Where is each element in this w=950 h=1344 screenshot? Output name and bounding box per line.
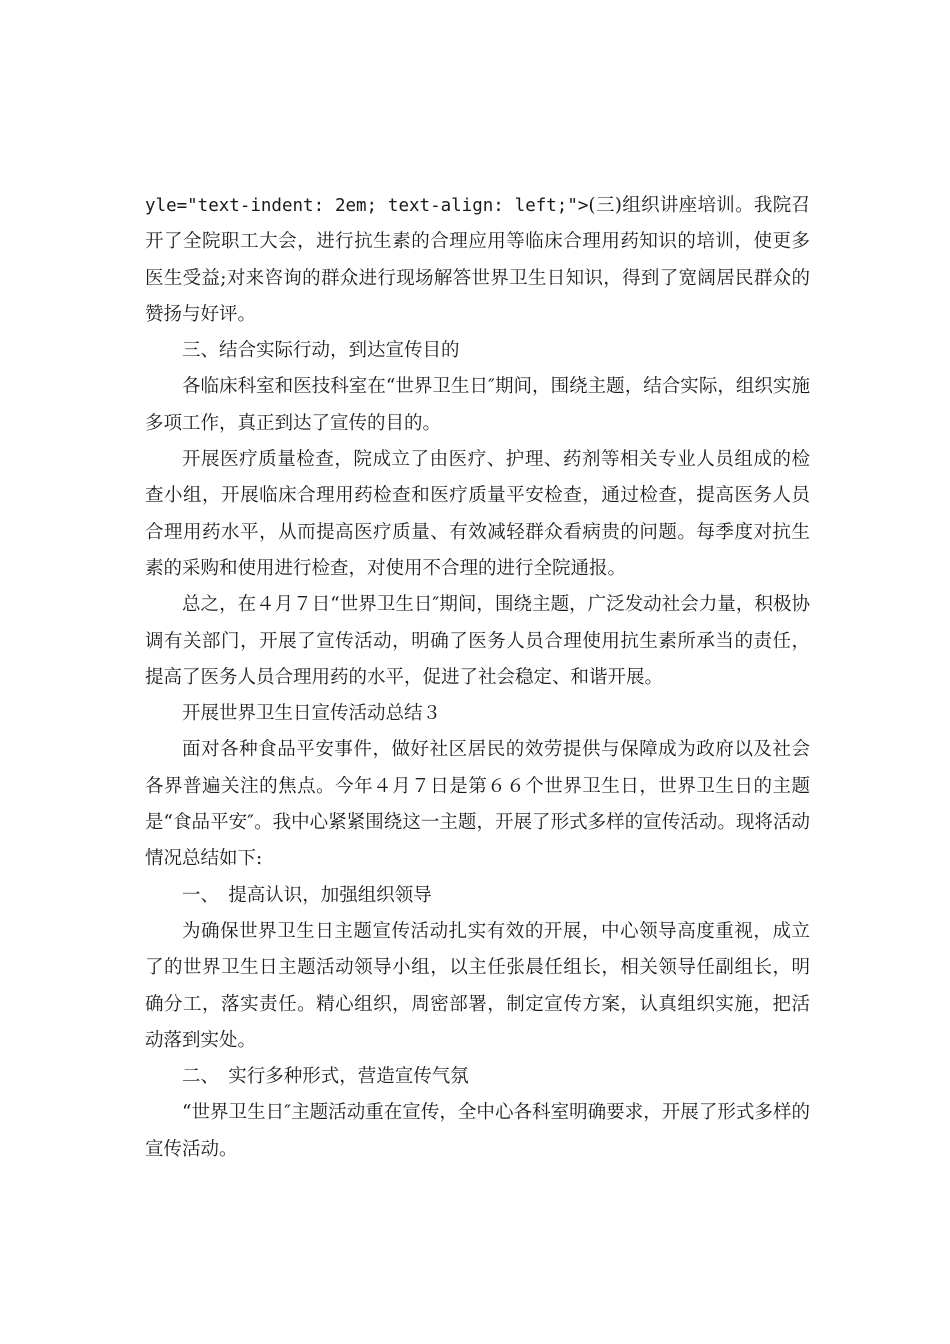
paragraph-conclusion: 总之，在４月７日“世界卫生日″期间，围绕主题，广泛发动社会力量，积极协调有关部门，开展了宣传活动，明确了医务人员合理使用抗生素所承当的责任，提高了医务人员合理用药的水平，促进了社会稳定、和谐开展。 xyxy=(145,594,810,688)
stray-markup-text: yle="text-indent: 2em; text-align: left;"> xyxy=(145,196,589,216)
paragraph-quality-check: 开展医疗质量检查，院成立了由医疗、护理、药剂等相关专业人员组成的检查小组，开展临床合理用药检查和医疗质量平安检查，通过检查，提高医务人员合理用药水平，从而提高医疗质量、有效减轻群众看病贵的问题。每季度对抗生素的采购和使用进行检查，对使用不合理的进行全院通报。 xyxy=(145,449,810,579)
section-heading-2: 二、 实行多种形式，营造宣传气氛 xyxy=(182,1066,469,1088)
section-heading-3: 三、结合实际行动，到达宣传目的 xyxy=(182,340,460,362)
paragraph-departments: 各临床科室和医技科室在“世界卫生日″期间，围绕主题，结合实际，组织实施多项工作，真正到达了宣传的目的。 xyxy=(145,376,810,434)
document-body xyxy=(145,188,810,1168)
section-heading-1: 一、 提高认识，加强组织领导 xyxy=(182,884,432,906)
paragraph-publicity: “世界卫生日″主题活动重在宣传，全中心各科室明确要求，开展了形式多样的宣传活动。 xyxy=(145,1102,810,1160)
summary-title-3: 开展世界卫生日宣传活动总结３ xyxy=(182,703,442,725)
paragraph-food-safety: 面对各种食品平安事件，做好社区居民的效劳提供与保障成为政府以及社会各界普遍关注的焦点。今年４月７日是第６６个世界卫生日，世界卫生日的主题是“食品平安″。我中心紧紧围绕这一主题，开展了形式多样的宣传活动。现将活动情况总结如下: xyxy=(145,739,810,870)
paragraph-lecture-training-text: (三)组织讲座培训。我院召开了全院职工大会，进行抗生素的合理应用等临床合理用药知识的培训，使更多医生受益;对来咨询的群众进行现场解答世界卫生日知识，得到了宽阔居民群众的赞扬与好评。 xyxy=(145,195,810,325)
paragraph-leadership: 为确保世界卫生日主题宣传活动扎实有效的开展，中心领导高度重视，成立了的世界卫生日主题活动领导小组，以主任张晨任组长，相关领导任副组长，明确分工，落实责任。精心组织，周密部署，制定宣传方案，认真组织实施，把活动落到实处。 xyxy=(145,920,810,1051)
paragraph-lecture-training xyxy=(145,188,810,333)
